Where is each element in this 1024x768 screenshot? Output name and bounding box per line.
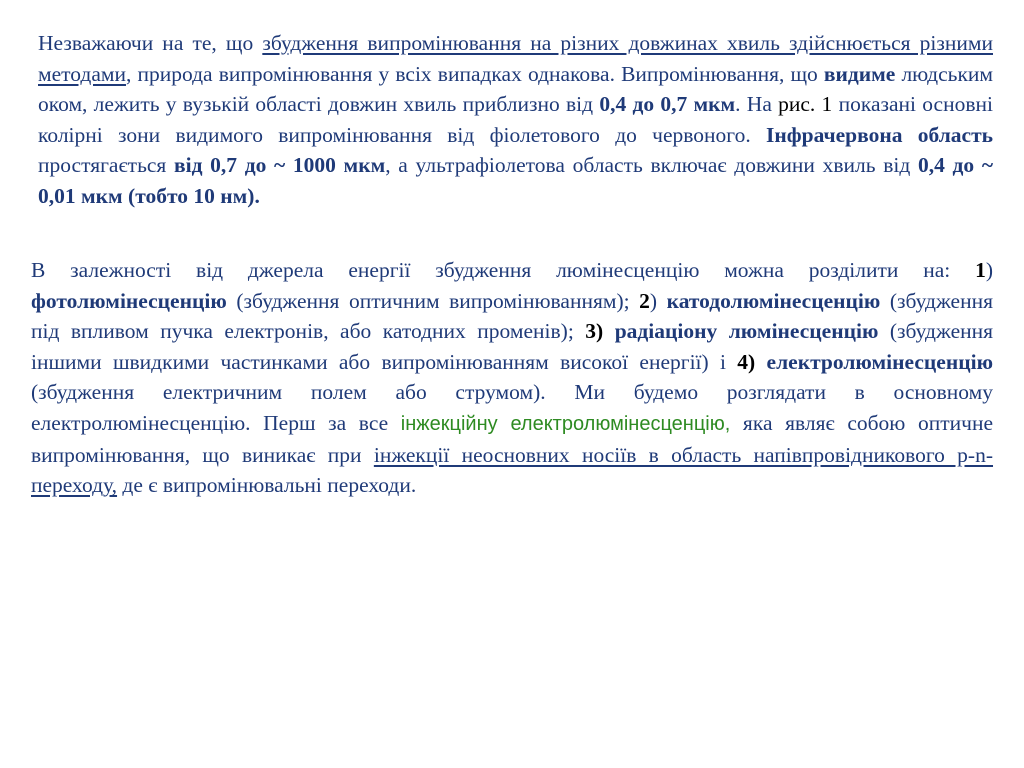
list-number-3: 3)	[585, 319, 604, 344]
list-number-1: 1	[975, 258, 986, 282]
term-electroluminescence: електролюмінесценцію	[766, 349, 994, 374]
text-segment: показані основні колірні зони видимого випромінювання від фіолетового до червоного.	[38, 92, 993, 147]
bold-infrared-range: від 0,7 до ~ 1000 мкм	[174, 153, 386, 178]
text-segment: В залежності від джерела енергії збудження люмінесценцію можна розділити на:	[31, 258, 976, 282]
bold-visible: видиме	[823, 61, 896, 86]
term-injection: інжекційну	[400, 412, 498, 435]
bold-visible-range: 0,4 до 0,7 мкм	[599, 92, 736, 117]
text-segment: простягається	[38, 153, 174, 178]
list-number-2: 2	[639, 288, 650, 313]
term-photoluminescence: фотолюмінесценцію	[31, 288, 227, 313]
text-segment: (збудження оптичним випромінюванням);	[226, 288, 640, 313]
text-segment: , а ультрафіолетова область включає довжини хвиль від	[385, 153, 918, 178]
text-segment: (збудження іншими швидкими частинками або випромінюванням високої енергії) і	[31, 319, 994, 374]
term-injection-electroluminescence: електролюмінесценцію,	[497, 412, 731, 435]
text-segment: . На	[735, 92, 779, 117]
list-paren: )	[649, 288, 658, 313]
list-paren: )	[985, 258, 993, 282]
text-segment: яка являє собою оптичне випромінювання, що виникає при	[31, 410, 993, 467]
term-cathodoluminescence: катодолюмінесценцію	[666, 288, 881, 313]
bold-infrared: Інфрачервона область	[766, 122, 993, 147]
text-segment: , природа випромінювання у всіх випадках однакова. Випромінювання, що	[125, 61, 824, 86]
bold-ultraviolet-range: 0,4 до ~ 0,01 мкм (тобто 10 нм).	[38, 153, 994, 208]
text-segment: (збудження електричним полем або струмом). Ми будемо розглядати в основному електролюмінесценцію. Перш за все	[31, 380, 993, 435]
text-segment: де є випромінювальні переходи.	[117, 473, 417, 498]
paragraph-luminescence-types	[31, 255, 993, 501]
term-radioluminescence: радіаціону люмінесценцію	[614, 319, 879, 344]
paragraph-wavelengths	[38, 28, 993, 212]
text-segment: людським оком, лежить у вузькій області довжин хвиль приблизно від	[38, 61, 993, 117]
link-excitation-methods[interactable]: збудження випромінювання на різних довжинах хвиль здійснюється різними методами	[38, 31, 993, 86]
link-minority-carrier-injection[interactable]: інжекції неосновних носіїв в область напівпровідникового р-n-переходу,	[31, 442, 994, 498]
text-segment: Незважаючи на те, що	[38, 31, 263, 55]
text-segment: (збудження під впливом пучка електронів, або катодних променів);	[31, 288, 994, 344]
list-number-4: 4)	[737, 349, 756, 374]
figure-reference: рис. 1	[778, 92, 833, 117]
